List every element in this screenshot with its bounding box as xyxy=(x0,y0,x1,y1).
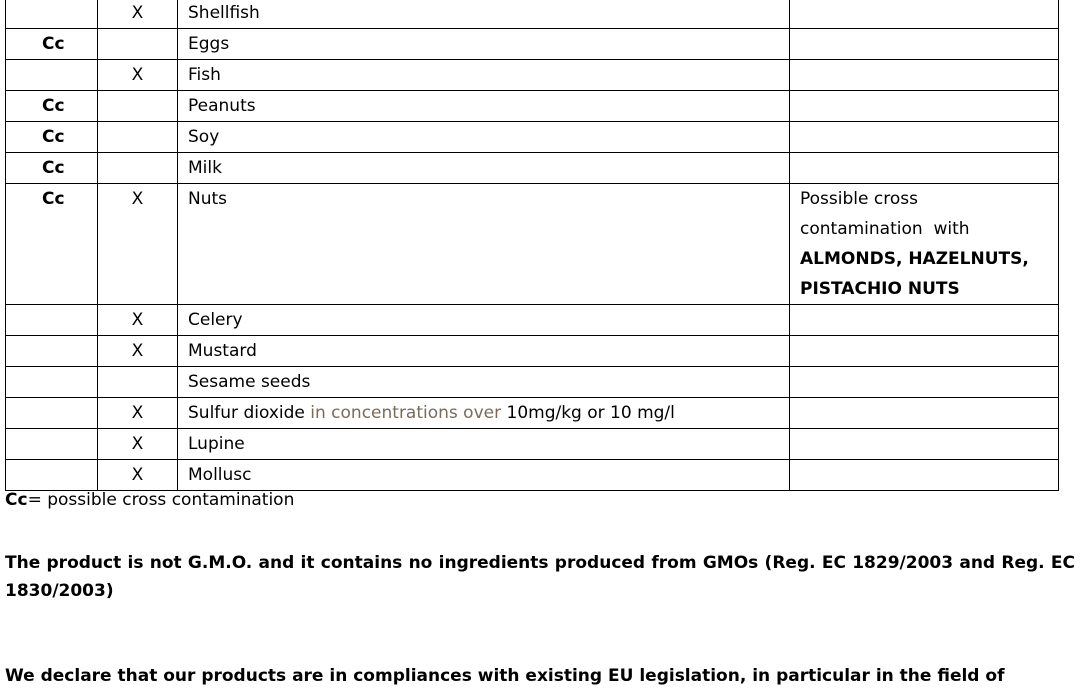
notes-cell xyxy=(790,0,1059,29)
x-cell: X xyxy=(98,305,178,336)
table-row xyxy=(6,398,1059,429)
allergen-cell: Sesame seeds xyxy=(178,367,790,398)
cc-cell xyxy=(6,429,98,460)
notes-cell xyxy=(790,153,1059,184)
table-row xyxy=(6,305,1059,336)
table-row xyxy=(6,367,1059,398)
cc-cell: Cc xyxy=(6,91,98,122)
notes-cell xyxy=(790,460,1059,491)
table-row xyxy=(6,184,1059,305)
cc-cell xyxy=(6,460,98,491)
allergen-cell: Peanuts xyxy=(178,91,790,122)
notes-line: Possible cross xyxy=(800,189,918,209)
gmo-statement: The product is not G.M.O. and it contains no ingredients produced from GMOs (Reg. EC 1829/2003 and Reg. EC 1830/2003) xyxy=(5,553,1075,601)
notes-cell xyxy=(790,305,1059,336)
notes-cell xyxy=(790,429,1059,460)
notes-cell xyxy=(790,184,1059,305)
allergen-cell: Fish xyxy=(178,60,790,91)
notes-line: contamination with xyxy=(800,219,970,239)
allergen-cell: Nuts xyxy=(178,184,790,305)
legend-key: Cc xyxy=(5,490,28,510)
declaration-text: We declare that our products are in compliances with existing EU legislation, in particular in the field of xyxy=(5,666,1005,686)
cc-cell: Cc xyxy=(6,29,98,60)
x-cell: X xyxy=(98,0,178,29)
allergen-table xyxy=(5,0,1059,491)
table-row xyxy=(6,336,1059,367)
x-cell xyxy=(98,91,178,122)
x-cell: X xyxy=(98,398,178,429)
x-cell: X xyxy=(98,184,178,305)
cc-cell xyxy=(6,0,98,29)
legend-text: = possible cross contamination xyxy=(27,490,295,510)
cc-cell xyxy=(6,367,98,398)
x-cell xyxy=(98,367,178,398)
allergen-qualifier: in concentrations over xyxy=(304,403,507,423)
x-cell xyxy=(98,153,178,184)
legend-note xyxy=(5,490,294,510)
allergen-cell: Lupine xyxy=(178,429,790,460)
notes-cell xyxy=(790,398,1059,429)
table-row xyxy=(6,153,1059,184)
notes-cell xyxy=(790,336,1059,367)
allergen-cell: Celery xyxy=(178,305,790,336)
table-row xyxy=(6,460,1059,491)
x-cell: X xyxy=(98,460,178,491)
x-cell: X xyxy=(98,60,178,91)
notes-cell xyxy=(790,29,1059,60)
notes-cell xyxy=(790,122,1059,153)
notes-cell xyxy=(790,367,1059,398)
cc-cell xyxy=(6,60,98,91)
allergen-cell: Eggs xyxy=(178,29,790,60)
notes-bold-line: PISTACHIO NUTS xyxy=(800,279,960,299)
cc-cell: Cc xyxy=(6,153,98,184)
x-cell: X xyxy=(98,429,178,460)
table-row xyxy=(6,60,1059,91)
table-row xyxy=(6,122,1059,153)
table-row xyxy=(6,429,1059,460)
x-cell xyxy=(98,29,178,60)
cc-cell: Cc xyxy=(6,122,98,153)
allergen-cell: Shellfish xyxy=(178,0,790,29)
table-row xyxy=(6,91,1059,122)
cc-cell xyxy=(6,336,98,367)
allergen-cell: Milk xyxy=(178,153,790,184)
allergen-threshold: 10mg/kg or 10 mg/l xyxy=(506,403,675,423)
table-row xyxy=(6,0,1059,29)
notes-bold-line: ALMONDS, HAZELNUTS, xyxy=(800,249,1029,269)
table-row xyxy=(6,29,1059,60)
notes-cell xyxy=(790,60,1059,91)
allergen-name: Sulfur dioxide xyxy=(188,403,305,423)
allergen-cell: Mustard xyxy=(178,336,790,367)
notes-cell xyxy=(790,91,1059,122)
allergen-cell: Mollusc xyxy=(178,460,790,491)
allergen-cell xyxy=(178,398,790,429)
x-cell xyxy=(98,122,178,153)
allergen-cell: Soy xyxy=(178,122,790,153)
cc-cell xyxy=(6,305,98,336)
x-cell: X xyxy=(98,336,178,367)
cc-cell: Cc xyxy=(6,184,98,305)
cc-cell xyxy=(6,398,98,429)
